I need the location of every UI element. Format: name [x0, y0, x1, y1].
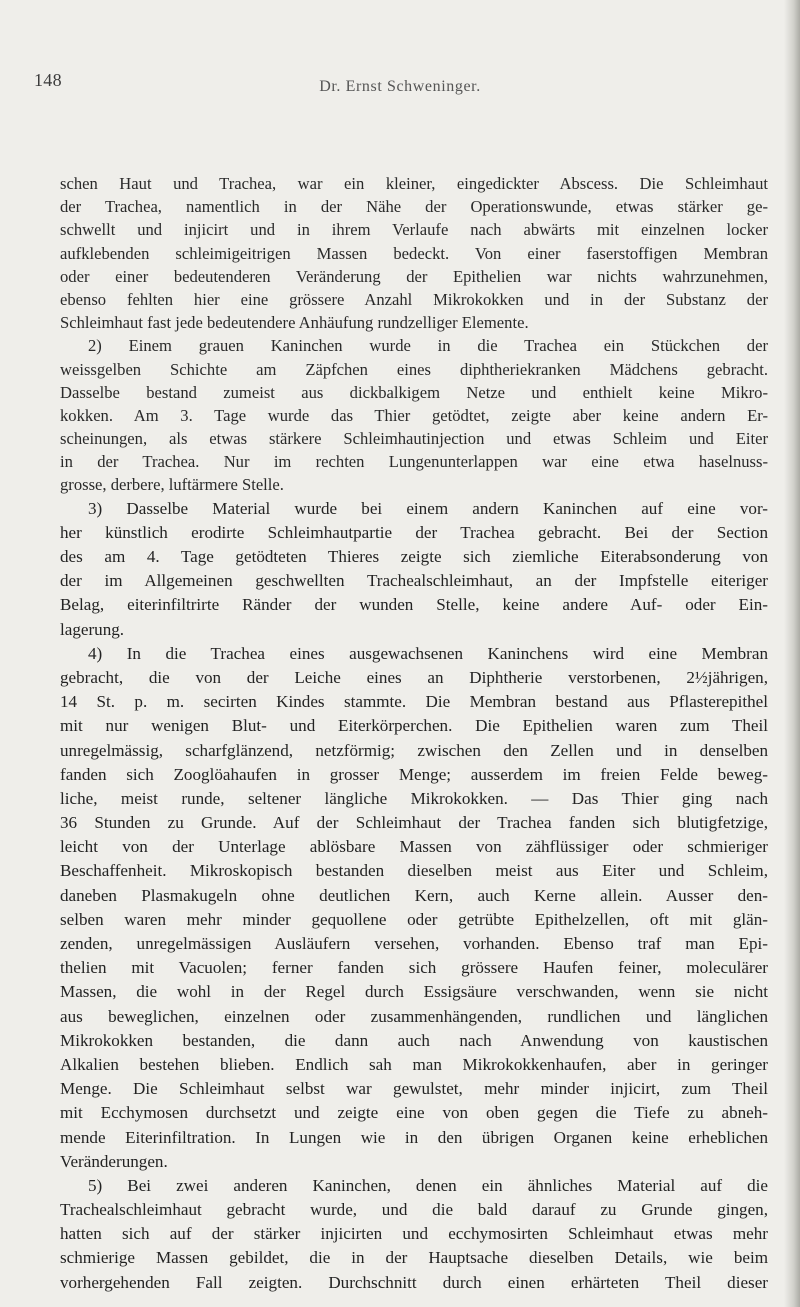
text-line: liche, meist runde, seltener längliche Mikrokokken. — Das Thier ging nach	[60, 788, 768, 808]
text-line: Alkalien bestehen blieben. Endlich sah man Mikrokokkenhaufen, aber in geringer	[60, 1054, 768, 1074]
text-line: selben waren mehr minder gequollene oder getrübte Epithelzellen, oft mit glän-	[60, 909, 768, 929]
text-line: der im Allgemeinen geschwellten Trachealschleimhaut, an der Impfstelle eiteriger	[60, 571, 768, 591]
text-line: des am 4. Tage getödteten Thieres zeigte sich ziemliche Eiterabsonderung von	[60, 547, 768, 566]
text-line: Dasselbe bestand zumeist aus dickbalkigem Netze und enthielt keine Mikro-	[60, 382, 768, 402]
text-line: Massen, die wohl in der Regel durch Essigsäure verschwanden, wenn sie nicht	[60, 982, 768, 1002]
text-line: lagerung.	[60, 619, 125, 639]
text-line: unregelmässig, scharfglänzend, netzförmig; zwischen den Zellen und in denselben	[60, 740, 768, 760]
text-line: 2) Einem grauen Kaninchen wurde in die Trachea ein Stückchen der	[88, 336, 768, 356]
text-line: 14 St. p. m. secirten Kindes stammte. Die Membran bestand aus Pflasterepithel	[60, 692, 768, 712]
text-line: kokken. Am 3. Tage wurde das Thier getödtet, zeigte aber keine andern Er-	[60, 405, 768, 425]
text-line: 36 Stunden zu Grunde. Auf der Schleimhaut der Trachea fanden sich blutigfetzige,	[60, 813, 768, 833]
text-line: ebenso fehlten hier eine grössere Anzahl Mikrokokken und in der Substanz der	[60, 289, 768, 309]
text-line: her künstlich erodirte Schleimhautpartie der Trachea gebracht. Bei der Section	[60, 522, 768, 542]
text-line: gebracht, die von der Leiche eines an Diphtherie verstorbenen, 2½jährigen,	[60, 667, 768, 687]
page-edge-shadow	[784, 0, 800, 1307]
text-line: schmierige Massen gebildet, die in der Hauptsache dieselben Details, wie beim	[60, 1248, 768, 1268]
text-line: mende Eiterinfiltration. In Lungen wie in den übrigen Organen keine erheblichen	[60, 1127, 768, 1147]
text-line: mit nur wenigen Blut- und Eiterkörperchen. Die Epithelien waren zum Theil	[60, 716, 768, 736]
running-head: Dr. Ernst Schweninger.	[319, 78, 481, 95]
text-line: fanden sich Zooglöahaufen in grosser Menge; ausserdem im freien Felde beweg-	[60, 764, 768, 784]
text-line: Menge. Die Schleimhaut selbst war gewulstet, mehr minder injicirt, zum Theil	[60, 1079, 768, 1099]
text-line: zenden, unregelmässigen Ausläufern versehen, vorhanden. Ebenso traf man Epi-	[60, 934, 768, 953]
text-line: Beschaffenheit. Mikroskopisch bestanden dieselben meist aus Eiter und Schleim,	[60, 861, 768, 881]
text-line: Veränderungen.	[60, 1151, 168, 1171]
text-line: 4) In die Trachea eines ausgewachsenen Kaninchens wird eine Membran	[88, 643, 768, 663]
body-text	[60, 172, 768, 1295]
text-line: 3) Dasselbe Material wurde bei einem andern Kaninchen auf eine vor-	[88, 498, 768, 518]
text-line: aus beweglichen, einzelnen oder zusammenhängenden, rundlichen und länglichen	[60, 1006, 768, 1026]
text-line: mit Ecchymosen durchsetzt und zeigte eine von oben gegen die Tiefe zu abneh-	[60, 1103, 768, 1123]
text-line: in der Trachea. Nur im rechten Lungenunterlappen war eine etwa haselnuss-	[60, 452, 768, 472]
text-line: oder einer bedeutenderen Veränderung der Epithelien war nichts wahrzunehmen,	[60, 266, 768, 286]
text-line: Belag, eiterinfiltrirte Ränder der wunden Stelle, keine andere Auf- oder Ein-	[60, 595, 768, 615]
text-line: aufklebenden schleimigeitrigen Massen bedeckt. Von einer faserstoffigen Membran	[60, 243, 768, 263]
text-line: weissgelben Schichte am Zäpfchen eines diphtheriekranken Mädchens gebracht.	[60, 359, 768, 379]
text-line: Schleimhaut fast jede bedeutendere Anhäufung rundzelliger Elemente.	[60, 313, 529, 333]
text-line: hatten sich auf der stärker injicirten und ecchymosirten Schleimhaut etwas mehr	[60, 1224, 768, 1244]
text-line: daneben Plasmakugeln ohne deutlichen Kern, auch Kerne allein. Ausser den-	[60, 885, 768, 905]
text-line: vorhergehenden Fall zeigten. Durchschnitt durch einen erhärteten Theil dieser	[60, 1272, 768, 1292]
text-line: Mikrokokken bestanden, die dann auch nach Anwendung von kaustischen	[60, 1030, 768, 1050]
page-number: 148	[34, 70, 62, 90]
text-line: scheinungen, als etwas stärkere Schleimhautinjection und etwas Schleim und Eiter	[60, 429, 768, 449]
text-line: thelien mit Vacuolen; ferner fanden sich grössere Haufen feiner, moleculärer	[60, 958, 768, 978]
text-line: schen Haut und Trachea, war ein kleiner, eingedickter Abscess. Die Schleimhaut	[60, 174, 768, 193]
text-line: schwellt und injicirt und in ihrem Verlaufe nach abwärts mit einzelnen locker	[60, 220, 768, 240]
text-line: 5) Bei zwei anderen Kaninchen, denen ein ähnliches Material auf die	[88, 1175, 768, 1195]
page-header	[0, 68, 800, 98]
text-line: leicht von der Unterlage ablösbare Massen von zähflüssiger oder schmieriger	[60, 837, 768, 857]
text-line: Trachealschleimhaut gebracht wurde, und die bald darauf zu Grunde gingen,	[60, 1200, 768, 1220]
text-line: grosse, derbere, luftärmere Stelle.	[60, 475, 284, 495]
text-line: der Trachea, namentlich in der Nähe der Operationswunde, etwas stärker ge-	[60, 197, 768, 217]
